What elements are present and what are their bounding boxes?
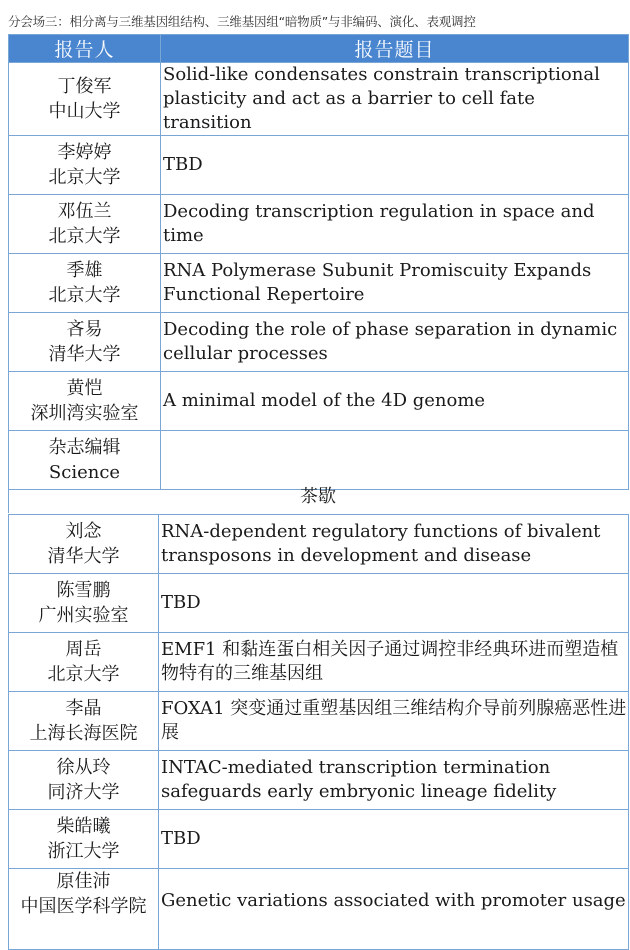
speaker-cell bbox=[9, 692, 159, 751]
schedule-table-part1 bbox=[8, 34, 629, 490]
topic-cell: TBD bbox=[159, 574, 629, 633]
speaker-affiliation: 北京大学 bbox=[48, 226, 121, 247]
header-topic: 报告题目 bbox=[161, 35, 629, 63]
table-row bbox=[9, 136, 629, 195]
speaker-name: 丁俊军 bbox=[57, 76, 112, 97]
speaker-cell bbox=[9, 195, 161, 254]
topic-cell: EMF1 和黏连蛋白相关因子通过调控非经典环进而塑造植物特有的三维基因组 bbox=[159, 633, 629, 692]
speaker-affiliation: 同济大学 bbox=[47, 782, 120, 803]
speaker-cell bbox=[9, 63, 161, 136]
tea-break-row: 茶歇 bbox=[8, 480, 627, 513]
speaker-affiliation: 北京大学 bbox=[48, 285, 121, 306]
speaker-cell bbox=[9, 136, 161, 195]
speaker-name: 李婷婷 bbox=[57, 142, 112, 163]
speaker-name: 杂志编辑 bbox=[48, 437, 121, 458]
speaker-affiliation: 中国医学科学院 bbox=[20, 896, 147, 917]
speaker-name: 李晶 bbox=[65, 698, 102, 719]
header-speaker: 报告人 bbox=[9, 35, 161, 63]
speaker-cell bbox=[9, 810, 159, 869]
topic-cell: INTAC-mediated transcription termination safeguards early embryonic lineage fidelity bbox=[159, 751, 629, 810]
speaker-cell bbox=[9, 372, 161, 431]
speaker-affiliation: 清华大学 bbox=[47, 546, 120, 567]
speaker-name: 刘念 bbox=[65, 521, 102, 542]
speaker-name: 季雄 bbox=[66, 260, 103, 281]
speaker-affiliation: Science bbox=[48, 462, 121, 483]
table-row bbox=[9, 633, 629, 692]
table-row bbox=[9, 869, 629, 950]
table-row bbox=[9, 810, 629, 869]
speaker-cell bbox=[9, 751, 159, 810]
topic-cell: Decoding transcription regulation in space and time bbox=[161, 195, 629, 254]
table-row bbox=[9, 574, 629, 633]
speaker-name: 原佳沛 bbox=[56, 871, 111, 892]
speaker-affiliation: 中山大学 bbox=[48, 101, 121, 122]
speaker-affiliation: 深圳湾实验室 bbox=[30, 403, 139, 424]
topic-cell: FOXA1 突变通过重塑基因组三维结构介导前列腺癌恶性进展 bbox=[159, 692, 629, 751]
speaker-cell bbox=[9, 313, 161, 372]
speaker-cell bbox=[9, 254, 161, 313]
table-row bbox=[9, 751, 629, 810]
speaker-name: 吝易 bbox=[66, 319, 103, 340]
speaker-name: 陈雪鹏 bbox=[56, 580, 111, 601]
session-title: 分会场三：相分离与三维基因组结构、三维基因组“暗物质”与非编码、演化、表观调控 bbox=[8, 14, 476, 29]
speaker-affiliation: 清华大学 bbox=[48, 344, 121, 365]
speaker-cell bbox=[9, 869, 159, 950]
topic-cell: RNA-dependent regulatory functions of bivalent transposons in development and disease bbox=[159, 515, 629, 574]
topic-cell: Genetic variations associated with promoter usage bbox=[159, 869, 629, 950]
table-row bbox=[9, 515, 629, 574]
speaker-name: 黄恺 bbox=[66, 378, 103, 399]
table-row bbox=[9, 195, 629, 254]
table-header-row bbox=[9, 35, 629, 63]
speaker-affiliation: 北京大学 bbox=[48, 167, 121, 188]
table-row bbox=[9, 692, 629, 751]
table-row bbox=[9, 254, 629, 313]
topic-cell: A minimal model of the 4D genome bbox=[161, 372, 629, 431]
table-row bbox=[9, 63, 629, 136]
speaker-name: 柴皓曦 bbox=[56, 816, 111, 837]
speaker-affiliation: 广州实验室 bbox=[38, 605, 129, 626]
topic-cell: RNA Polymerase Subunit Promiscuity Expands Functional Repertoire bbox=[161, 254, 629, 313]
speaker-affiliation: 北京大学 bbox=[47, 664, 120, 685]
schedule-table-part2 bbox=[8, 514, 629, 950]
topic-cell: Solid-like condensates constrain transcriptional plasticity and act as a barrier to cell fate transition bbox=[161, 63, 629, 136]
speaker-name: 周岳 bbox=[65, 639, 102, 660]
speaker-cell bbox=[9, 633, 159, 692]
speaker-name: 邓伍兰 bbox=[57, 201, 112, 222]
topic-cell: TBD bbox=[161, 136, 629, 195]
topic-cell: Decoding the role of phase separation in dynamic cellular processes bbox=[161, 313, 629, 372]
table-row bbox=[9, 372, 629, 431]
speaker-name: 徐从玲 bbox=[56, 757, 111, 778]
speaker-cell bbox=[9, 515, 159, 574]
speaker-affiliation: 浙江大学 bbox=[47, 841, 120, 862]
speaker-affiliation: 上海长海医院 bbox=[29, 723, 138, 744]
topic-cell: TBD bbox=[159, 810, 629, 869]
speaker-cell bbox=[9, 574, 159, 633]
table-row bbox=[9, 313, 629, 372]
